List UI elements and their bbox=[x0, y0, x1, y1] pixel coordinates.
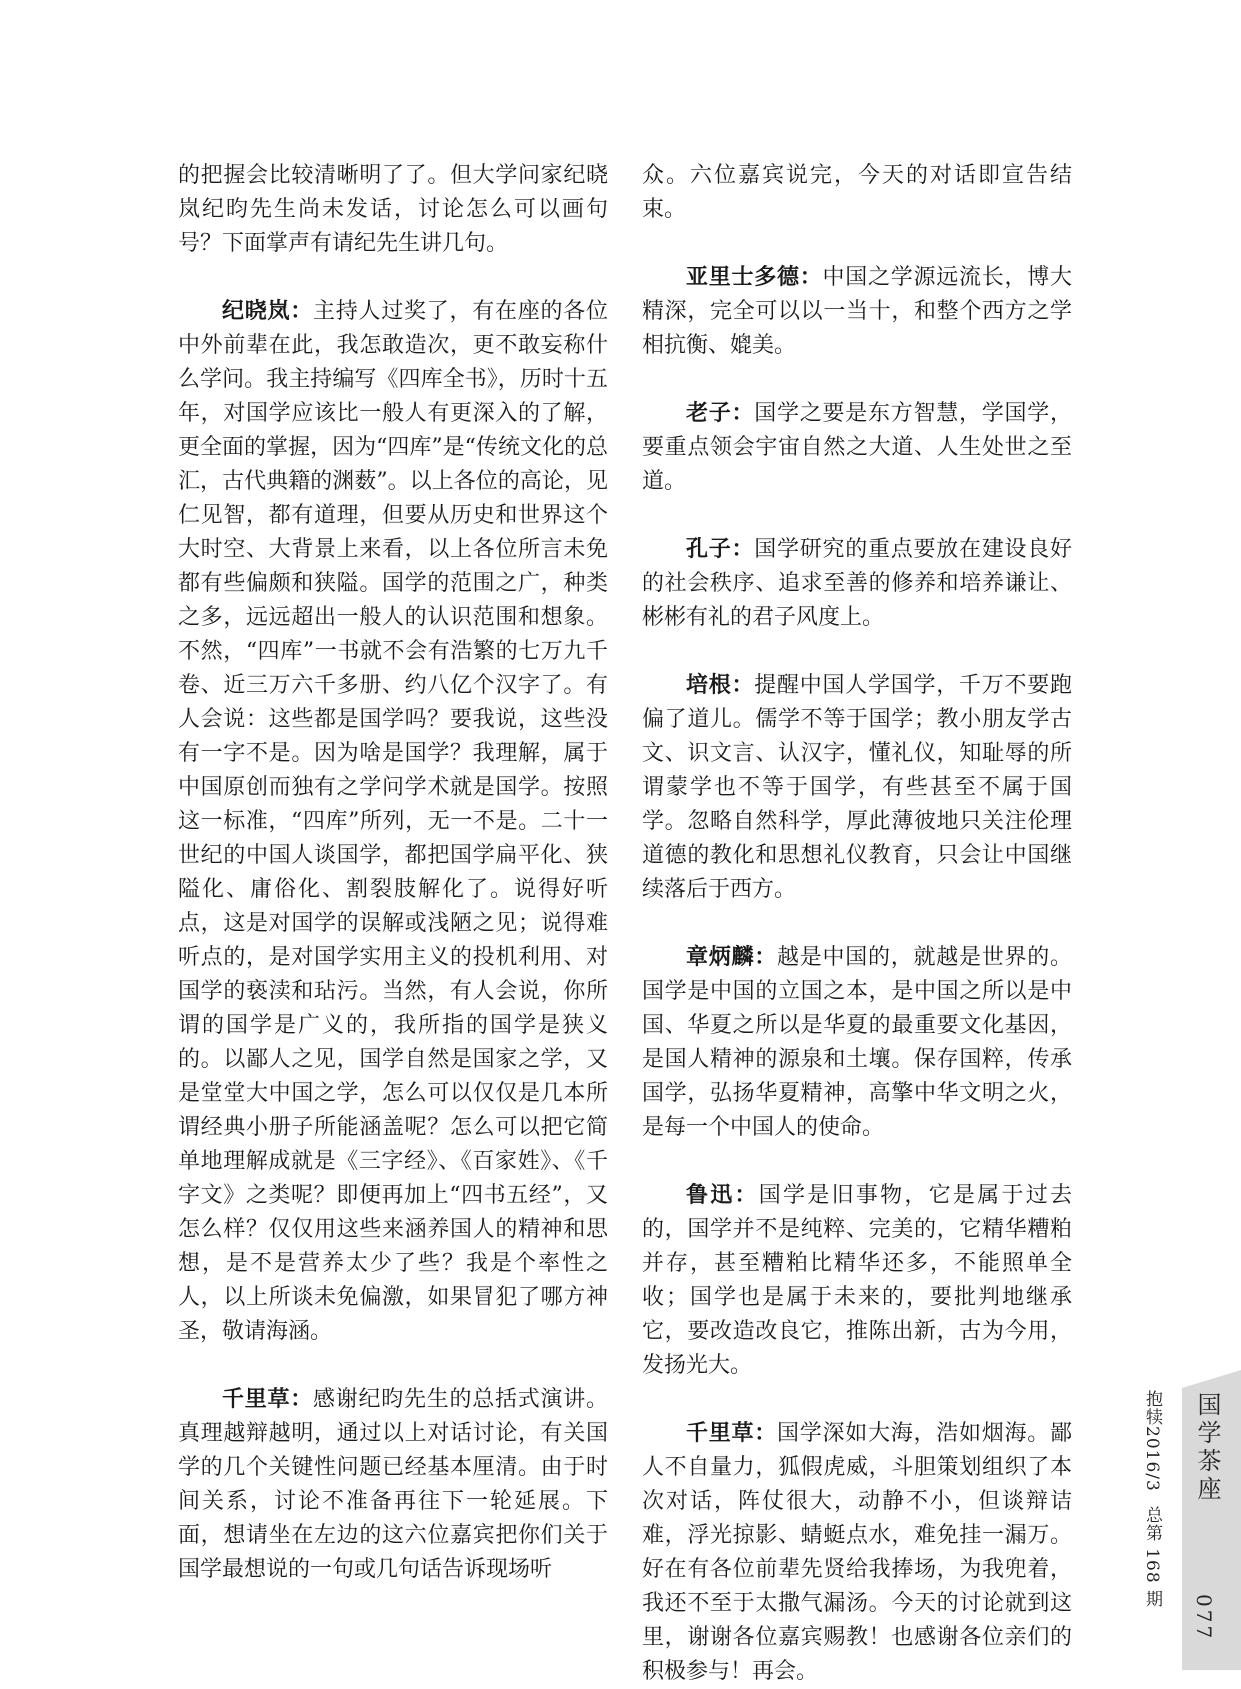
paragraph-text: 国学之要是东方智慧，学国学，要重点领会宇宙自然之大道、人生处世之至道。 bbox=[642, 401, 1072, 494]
left-column bbox=[178, 159, 608, 1587]
paragraph bbox=[178, 295, 608, 1349]
paragraph bbox=[642, 669, 1072, 907]
speaker-name: 老子： bbox=[686, 401, 755, 426]
speaker-name: 千里草： bbox=[686, 1421, 777, 1446]
paragraph-gap bbox=[178, 1349, 608, 1383]
paragraph-text: 越是中国的，就越是世界的。国学是中国的立国之本，是中国之所以是中国、华夏之所以是华夏的最重要文化基因，是国人精神的源泉和土壤。保存国粹，传承国学，弘扬华夏精神，高擎中华文明之火，是每一个中国人的使命。 bbox=[642, 945, 1072, 1140]
paragraph-gap bbox=[642, 1145, 1072, 1179]
paragraph-text: 的把握会比较清晰明了了。但大学问家纪晓岚纪昀先生尚未发话，讨论怎么可以画句号？下面掌声有请纪先生讲几句。 bbox=[178, 163, 608, 256]
paragraph-gap bbox=[642, 907, 1072, 941]
paragraph-gap bbox=[642, 363, 1072, 397]
paragraph-text: 众。六位嘉宾说完，今天的对话即宣告结束。 bbox=[642, 163, 1072, 222]
issue-info bbox=[1140, 1390, 1165, 1608]
paragraph-text: 国学研究的重点要放在建设良好的社会秩序、追求至善的修养和培养谦让、彬彬有礼的君子风度上。 bbox=[642, 537, 1072, 630]
paragraph-text: 国学是旧事物，它是属于过去的，国学并不是纯粹、完美的，它精华糟粕并存，甚至糟粕比精华还多，不能照单全收；国学也是属于未来的，要批判地继承它，要改造改良它，推陈出新，古为今用，发扬光大。 bbox=[642, 1183, 1072, 1378]
paragraph bbox=[642, 261, 1072, 363]
paragraph bbox=[642, 1179, 1072, 1383]
speaker-name: 纪晓岚： bbox=[222, 299, 313, 324]
paragraph bbox=[642, 397, 1072, 499]
paragraph bbox=[642, 533, 1072, 635]
paragraph-gap bbox=[642, 1383, 1072, 1417]
paragraph-gap bbox=[178, 261, 608, 295]
paragraph-text: 提醒中国人学国学，千万不要跑偏了道儿。儒学不等于国学；教小朋友学古文、识文言、认汉字，懂礼仪，知耻辱的所谓蒙学也不等于国学，有些甚至不属于国学。忽略自然科学，厚此薄彼地只关注伦理道德的教化和思想礼仪教育，只会让中国继续落后于西方。 bbox=[642, 673, 1072, 902]
paragraph bbox=[642, 159, 1072, 227]
speaker-name: 千里草： bbox=[222, 1387, 313, 1412]
page-number: 077 bbox=[1192, 1594, 1216, 1642]
speaker-name: 亚里士多德： bbox=[686, 265, 823, 290]
paragraph bbox=[642, 1417, 1072, 1689]
total-issue: 总第 168 期 bbox=[1142, 1505, 1162, 1609]
right-column bbox=[642, 159, 1072, 1689]
paragraph-gap bbox=[642, 635, 1072, 669]
speaker-name: 鲁迅： bbox=[686, 1183, 759, 1208]
paragraph-gap bbox=[642, 227, 1072, 261]
paragraph-text: 国学深如大海，浩如烟海。鄙人不自量力，狐假虎威，斗胆策划组织了本次对话，阵仗很大，动静不小，但谈辩诘难，浮光掠影、蜻蜓点水，难免挂一漏万。好在有各位前辈先贤给我捧场，为我兜着，我还不至于太撒气漏汤。今天的讨论就到这里，谢谢各位嘉宾赐教！也感谢各位亲们的积极参与！再会。 bbox=[642, 1421, 1072, 1684]
speaker-name: 孔子： bbox=[686, 537, 755, 562]
paragraph-text: 中国之学源远流长，博大精深，完全可以以一当十，和整个西方之学相抗衡、媲美。 bbox=[642, 265, 1072, 358]
issue-number: 2016/3 bbox=[1142, 1426, 1162, 1492]
paragraph-text: 主持人过奖了，有在座的各位中外前辈在此，我怎敢造次，更不敢妄称什么学问。我主持编写《四库全书》，历时十五年，对国学应该比一般人有更深入的了解，更全面的掌握，因为“四库”是“传统文化的总汇，古代典籍的渊薮”。以上各位的高论，见仁见智，都有道理，但要从历史和世界这个大时空、大背景上来看，以上各位所言未免都有些偏颇和狭隘。国学的范围之广，种类之多，远远超出一般人的认识范围和想象。不然，“四库”一书就不会有浩繁的七万九千卷、近三万六千多册、约八亿个汉字了。有人会说：这些都是国学吗？要我说，这些没有一字不是。因为啥是国学？我理解，属于中国原创而独有之学问学术就是国学。按照这一标准，“四库”所列，无一不是。二十一世纪的中国人谈国学，都把国学扁平化、狭隘化、庸俗化、割裂肢解化了。说得好听点，这是对国学的误解或浅陋之见；说得难听点的，是对国学实用主义的投机利用、对国学的亵渎和玷污。当然，有人会说，你所谓的国学是广义的，我所指的国学是狭义的。以鄙人之见，国学自然是国家之学，又是堂堂大中国之学，怎么可以仅仅是几本所谓经典小册子所能涵盖呢？怎么可以把它简单地理解成就是《三字经》、《百家姓》、《千字文》之类呢？即便再加上“四书五经”，又怎么样？仅仅用这些来涵养国人的精神和思想，是不是营养太少了些？我是个率性之人，以上所谈未免偏激，如果冒犯了哪方神圣，敬请海涵。 bbox=[178, 299, 608, 1344]
paragraph bbox=[178, 1383, 608, 1587]
speaker-name: 培根： bbox=[686, 673, 755, 698]
paragraph-gap bbox=[642, 499, 1072, 533]
section-title: 国学茶座 bbox=[1193, 1392, 1221, 1504]
paragraph bbox=[642, 941, 1072, 1145]
magazine-name: 抱犊 bbox=[1142, 1390, 1162, 1426]
speaker-name: 章炳麟： bbox=[686, 945, 777, 970]
paragraph-text: 感谢纪昀先生的总括式演讲。真理越辩越明，通过以上对话讨论，有关国学的几个关键性问题已经基本厘清。由于时间关系，讨论不准备再往下一轮延展。下面，想请坐在左边的这六位嘉宾把你们关于国学最想说的一句或几句话告诉现场听 bbox=[178, 1387, 608, 1582]
paragraph bbox=[178, 159, 608, 261]
